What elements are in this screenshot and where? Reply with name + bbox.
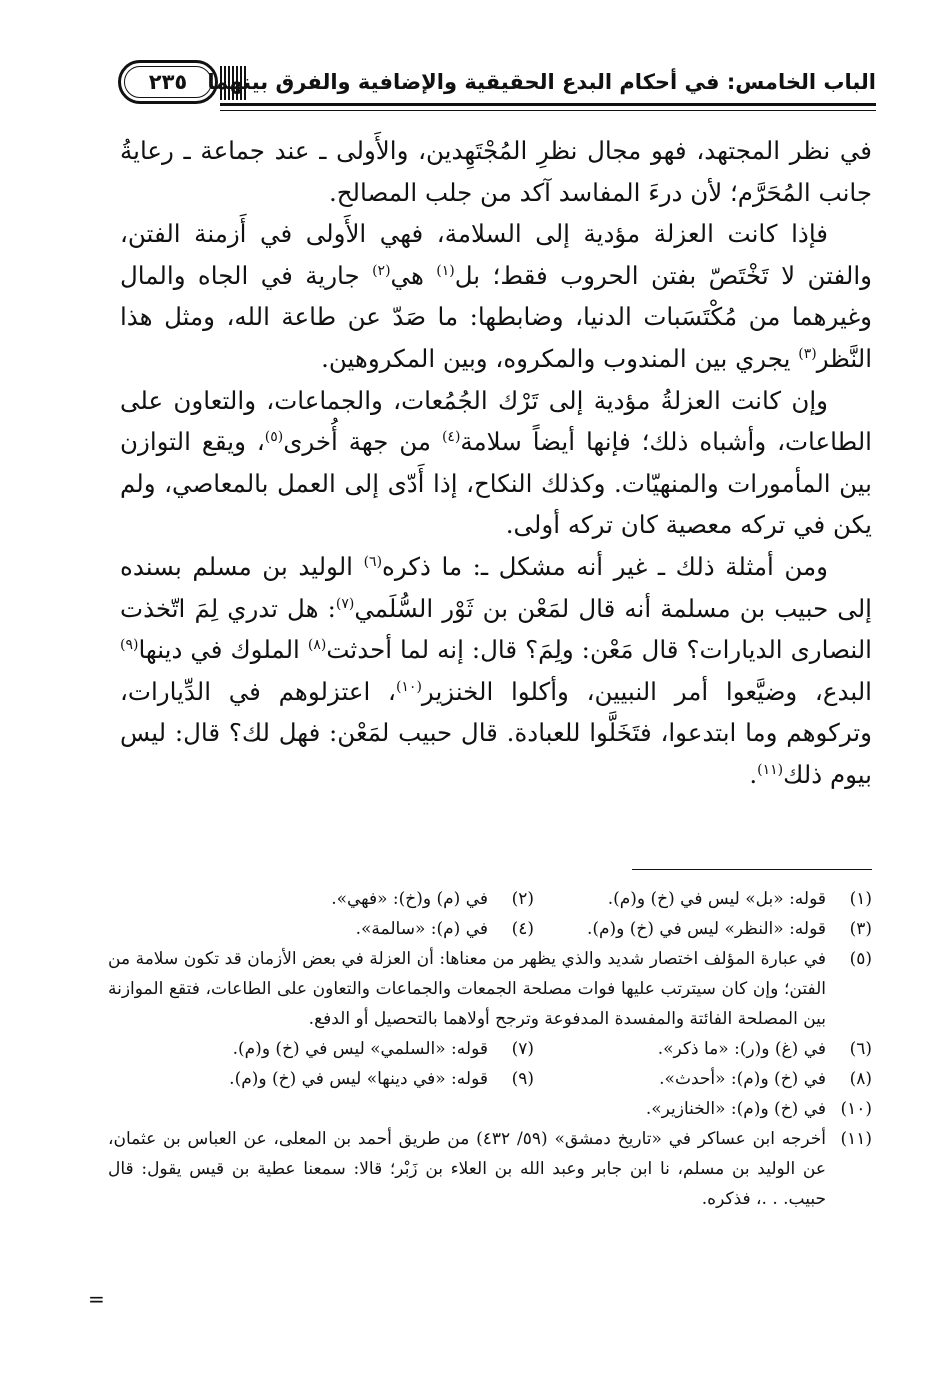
footnotes [108, 884, 872, 1214]
footnote-9: (٩) قوله: «في دينها» ليس في (خ) و(م). [229, 1069, 534, 1089]
paragraph-3: وإن كانت العزلةُ مؤدية إلى تَرْك الجُمُعات، والجماعات، والتعاون على الطاعات، وأشباه ذلك؛ فإنها أيضاً سلامة$^{(٤)}$ من جهة أُخرى$^{(٥)}$، ويقع التوازن بين المأمورات والمنهيّات. وكذلك النكاح، إذا أَدّى إلى العمل بالمعاصي، ولم يكن في تركه معصية كان تركه أولى. [120, 385, 872, 540]
footnote-ref[interactable]: (١٠) [395, 678, 422, 695]
paragraph-4: ومن أمثلة ذلك ـ غير أنه مشكل ـ: ما ذكره$^{(٦)}$ الوليد بن مسلم بسنده إلى حبيب بن مسلمة أنه قال لمَعْن بن ثَوْر السُّلَمي$^{(٧)}$: هل تدري لِمَ اتّخذت النصارى الديارات؟ قال مَعْن: ولِمَ؟ قال: إنه لما أحدثت$^{(٨)}$ الملوك في دينها$^{(٩)}$ البدع، وضيَّعوا أمر النبيين، وأكلوا الخنزير$^{(١٠)}$، اعتزلوهم في الدِّيارات، وتركوهم وما ابتدعوا، فتَخَلَّوا للعبادة. قال حبيب لمَعْن: فهل لك؟ قال: ليس بيوم ذلك$^{(١١)}$. [120, 551, 872, 789]
page-number: ٢٣٥ [124, 66, 212, 98]
footnote-ref[interactable]: (١١) [757, 761, 784, 778]
paragraph-1: في نظر المجتهد، فهو مجال نظرِ المُجْتَهِدين، والأَولى ـ عند جماعة ـ رعايةُ جانب المُحَرَّم؛ لأن درءَ المفاسد آكد من جلب المصالح. [120, 136, 872, 207]
footnote-separator [632, 869, 872, 870]
running-header [108, 52, 876, 108]
footnote-11: (١١) أخرجه ابن عساكر في «تاريخ دمشق» (٥٩/ ٤٣٢) من طريق أحمد بن المعلى، عن العباس بن عثمان، عن الوليد بن مسلم، نا ابن جابر وعبد الله بن العلاء بن زَبْر؛ قالا: سمعنا عطية بن قيس يقول: قال حبيب. . .، فذكره. [108, 1129, 872, 1209]
footnote-ref[interactable]: (١) [436, 262, 455, 279]
footnote-8: (٨) في (خ) و(م): «أحدث». [659, 1069, 872, 1089]
footnote-ref[interactable]: (٣) [798, 345, 817, 362]
footnote-3: (٣) قوله: «النظر» ليس في (خ) و(م). [586, 919, 872, 939]
header-rule [220, 103, 876, 106]
footnote-4: (٤) في (م): «سالمة». [355, 919, 534, 939]
footnote-ref[interactable]: (٨) [307, 636, 327, 653]
footnote-row [108, 1034, 872, 1064]
footnote-ref[interactable]: (٦) [363, 553, 383, 570]
footnote-10: (١٠) في (خ) و(م): «الخنازير». [645, 1099, 872, 1119]
chapter-title: الباب الخامس: في أحكام البدع الحقيقية والإضافية والفرق بينهما [207, 70, 876, 94]
footnote-row [108, 1064, 872, 1094]
footnote-1: (١) قوله: «بل» ليس في (خ) و(م). [607, 889, 872, 909]
footnote-ref[interactable]: (٧) [335, 595, 355, 612]
footnote-ref[interactable]: (٢) [372, 262, 391, 279]
paragraph-2: فإذا كانت العزلة مؤدية إلى السلامة، فهي الأَولى في أَزمنة الفتن، والفتن لا تَخْتَصّ بفتن الحروب فقط؛ بل$^{(١)}$ هي$^{(٢)}$ جارية في الجاه والمال وغيرهما من مُكْتَسَبات الدنيا، وضابطها: ما صَدّ عن طاعة الله، ومثل هذا النَّظر$^{(٣)}$ يجري بين المندوب والمكروه، وبين المكروهين. [120, 219, 872, 373]
header-rule-thin [220, 110, 876, 111]
footnote-ref[interactable]: (٤) [441, 429, 461, 445]
footnote-6: (٦) في (غ) و(ر): «ما ذكر». [657, 1039, 872, 1059]
footnote-ref[interactable]: (٩) [120, 636, 139, 653]
footnote-2: (٢) في (م) و(خ): «فهي». [331, 889, 534, 909]
footnote-row [108, 914, 872, 944]
footnote-row [108, 884, 872, 914]
page-number-badge [118, 60, 218, 104]
main-text [120, 130, 872, 796]
continuation-mark: = [88, 1287, 105, 1311]
footnote-ref[interactable]: (٥) [264, 429, 284, 445]
footnote-7: (٧) قوله: «السلمي» ليس في (خ) و(م). [232, 1039, 534, 1059]
footnote-5: (٥) في عبارة المؤلف اختصار شديد والذي يظهر من معناها: أن العزلة في بعض الأزمان قد تكون سلامة من الفتن؛ وإن كان سيترتب عليها فوات مصلحة الجمعات والجماعات والتعاون على الطاعات، فتقع الموازنة بين المصلحة الفائتة والمفسدة المدفوعة وترجح أولاهما بالتحصيل أو الدفع. [108, 949, 872, 1029]
